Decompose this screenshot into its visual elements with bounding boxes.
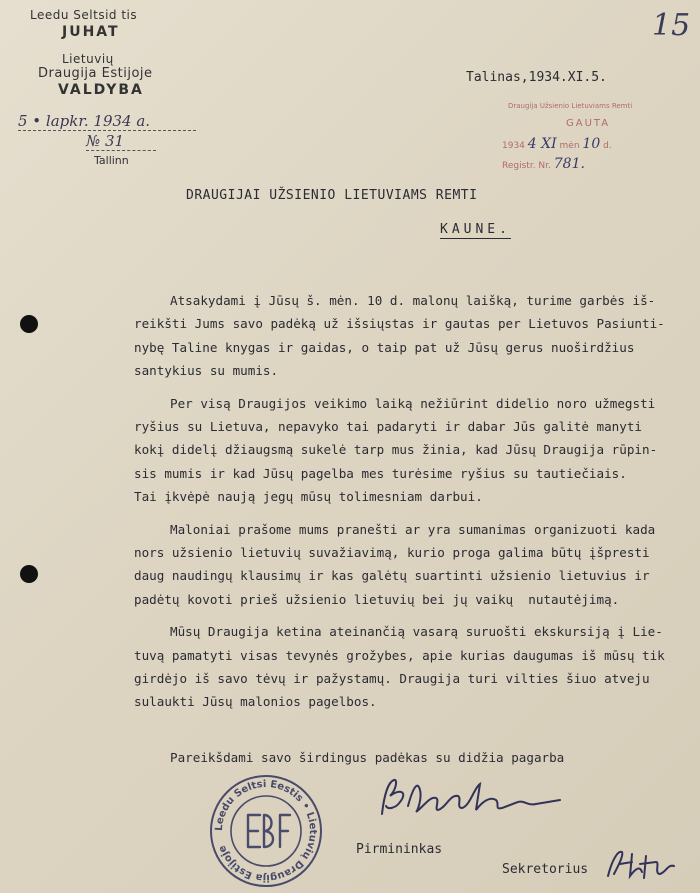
body-line: sulaukti Jūsų malonios pagelbos. <box>134 694 377 710</box>
body-line: Tai įkvėpė naują jegų mūsų tolimesniam darbui. <box>134 489 483 505</box>
chairman-signature <box>378 776 564 824</box>
received-stamp-date <box>502 136 632 152</box>
received-stamp-registry <box>502 156 585 172</box>
punch-hole <box>20 565 38 583</box>
registry-number: 781. <box>553 156 585 172</box>
received-year: 1934 <box>502 141 525 151</box>
punch-hole <box>20 315 38 333</box>
body-line: padėtų kovoti prieš užsienio lietuvių bei jų vaikų nutautėjimą. <box>134 591 620 607</box>
seal-ring-text: Leedu Seltsi Eestis • Lietuvių Draugija Estijoje <box>213 778 319 884</box>
secretary-signature <box>602 846 682 882</box>
secretary-label: Sekretorius <box>502 862 589 877</box>
body-line: nybę Taline knygas ir gaidas, o taip pat už Jūsų gerus nuoširdžius <box>134 339 635 355</box>
received-stamp-org: Draugija Užsienio Lietuviams Remti <box>508 102 633 110</box>
addressee: DRAUGIJAI UŽSIENIO LIETUVIAMS REMTI <box>186 188 478 203</box>
body-line: sis mumis ir kad Jūsų pagelba mes turėsime ryšius su tautiečiais. <box>134 465 627 481</box>
body-line: Atsakydami į Jūsų š. mėn. 10 d. malonų laišką, turime garbės iš- <box>170 293 656 308</box>
body-line: daug naudingų klausimų ir kas galėtų suartinti užsienio lietuvius ir <box>134 568 650 584</box>
addressee-city: KAUNE. <box>440 222 511 237</box>
body-line: nors užsienio lietuvių suvažiavimą, kurio proga galima būtų įšpresti <box>134 545 650 560</box>
letterhead-line: Lietuvių <box>62 52 114 66</box>
received-day: 10 <box>582 136 601 152</box>
letterhead-date: 5 • lapkr. 1934 a. <box>18 112 196 131</box>
received-d-label: d. <box>603 141 612 151</box>
body-line: girdėjo iš savo tėvų ir pažystamų. Draugija turi vilties šiuo atveju <box>134 671 650 686</box>
organization-seal <box>208 773 324 889</box>
body-line: tuvą pamatyti visas tevynės grožybes, apie kurias daugumas iš mūsų tik <box>134 647 665 663</box>
received-men-label: mėn <box>559 141 580 151</box>
letterhead-city: Tallinn <box>94 154 129 167</box>
body-line: reikšti Jums savo padėką už išsiųstas ir gautas per Lietuvos Pasiunti- <box>134 316 665 332</box>
body-line: kokį didelį džiaugsmą sukelė tarp mus žinia, kad Jūsų Draugija rūpin- <box>134 442 658 458</box>
body-line: santykius su mumis. <box>134 363 279 379</box>
body-line: ryšius su Lietuva, nepavyko tai padaryti ir dabar Jūs galitė manyti <box>134 419 642 434</box>
received-month: 4 XI <box>527 136 557 152</box>
body-line: Mūsų Draugija ketina ateinančią vasarą suruošti ekskursiją į Lie- <box>170 624 663 640</box>
body-line: Per visą Draugijos veikimo laiką nežiūrint didelio noro užmegsti <box>170 395 656 411</box>
letterhead-number: № 31 <box>86 132 156 151</box>
letterhead-line: VALDYBA <box>58 82 144 98</box>
body-line: Maloniai prašome mums pranešti ar yra sumanimas organizuoti kada <box>170 521 656 537</box>
letterhead-line: JUHAT <box>62 24 120 40</box>
closing-line: Pareikšdami savo širdingus padėkas su didžia pagarba <box>170 750 565 765</box>
dateline: Talinas,1934.XI.5. <box>466 70 607 85</box>
registry-label: Registr. Nr. <box>502 161 551 171</box>
letterhead-line: Draugija Estijoje <box>38 66 153 81</box>
received-stamp-gauta: GAUTA <box>566 118 611 129</box>
letterhead-line: Leedu Seltsid tis <box>30 8 138 22</box>
chairman-label: Pirmininkas <box>356 842 443 857</box>
page-number: 15 <box>652 8 691 43</box>
